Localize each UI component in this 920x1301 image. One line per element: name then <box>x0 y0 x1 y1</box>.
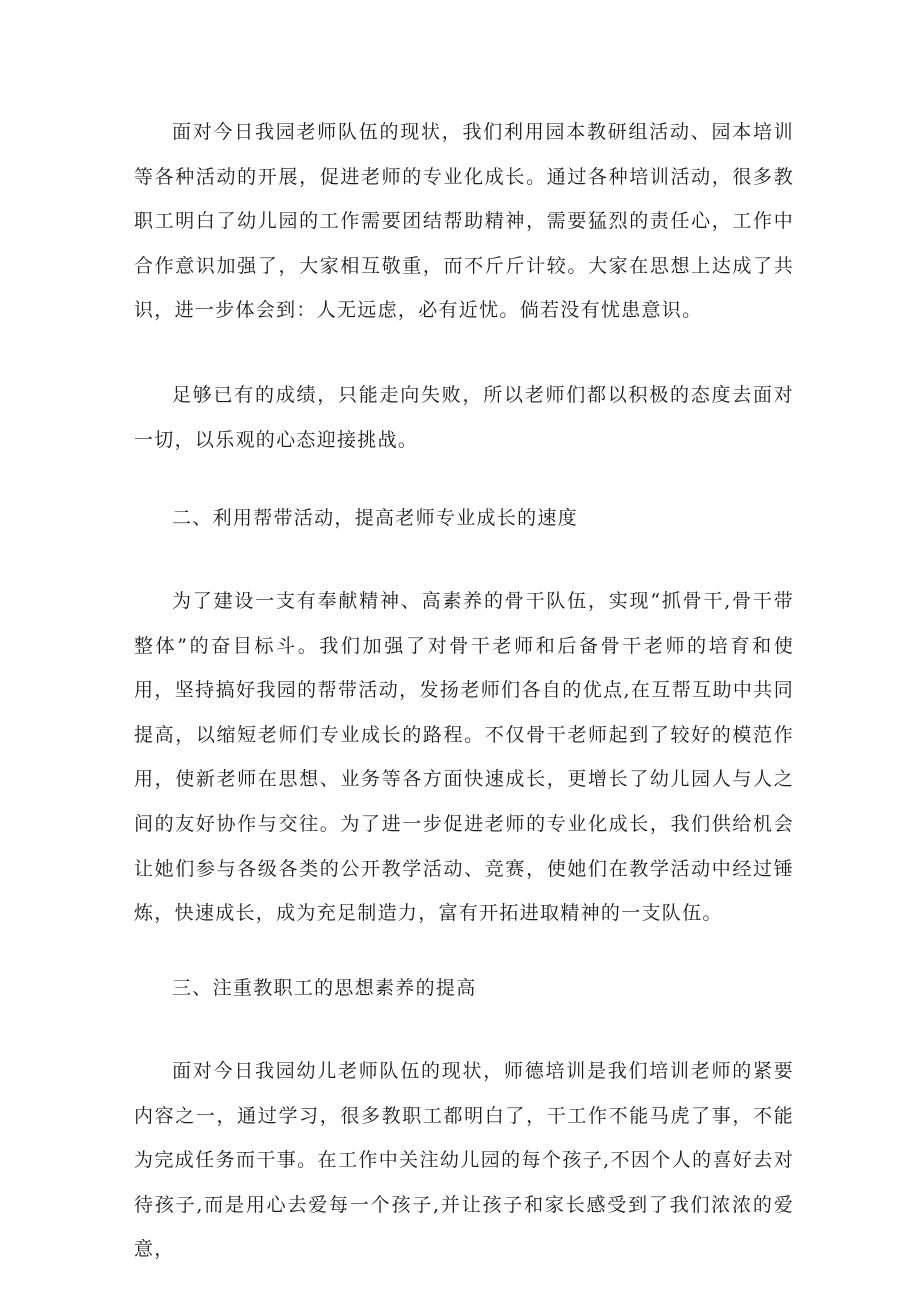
section-heading-3: 三、注重教职工的思想素养的提高 <box>172 977 477 999</box>
paragraph-4: 面对今日我园幼儿老师队伍的现状，师德培训是我们培训老师的紧要内容之一，通过学习，很多教职工都明白了，干工作不能马虎了事，不能为完成任务而干事。在工作中关注幼儿园的每个孩子,不因个人的喜好去对待孩子,而是用心去爱每一个孩子,并让孩子和家长感受到了我们浓浓的爱意， <box>134 1060 794 1261</box>
section-heading-2: 二、利用帮带活动，提高老师专业成长的速度 <box>172 507 579 529</box>
paragraph-1: 面对今日我园老师队伍的现状，我们利用园本教研组活动、园本培训等各种活动的开展，促进老师的专业化成长。通过各种培训活动，很多教职工明白了幼儿园的工作需要团结帮助精神，需要猛烈的责任心，工作中合作意识加强了，大家相互敬重，而不斤斤计较。大家在思想上达成了共识，进一步体会到：人无远虑，必有近忧。倘若没有忧患意识。 <box>134 121 794 322</box>
document-body <box>134 110 794 1275</box>
paragraph-2: 足够已有的成绩，只能走向失败，所以老师们都以积极的态度去面对一切，以乐观的心态迎接挑战。 <box>134 384 794 451</box>
paragraph-3: 为了建设一支有奉献精神、高素养的骨干队伍，实现“抓骨干,骨干带整体”的奋目标斗。我们加强了对骨干老师和后备骨干老师的培育和使用，坚持搞好我园的帮带活动，发扬老师们各自的优点,在互帮互助中共同提高，以缩短老师们专业成长的路程。不仅骨干老师起到了较好的模范作用，使新老师在思想、业务等各方面快速成长，更增长了幼儿园人与人之间的友好协作与交往。为了进一步促进老师的专业化成长，我们供给机会让她们参与各级各类的公开教学活动、竞赛，使她们在教学活动中经过锤炼，快速成长，成为充足制造力，富有开拓进取精神的一支队伍。 <box>134 590 794 925</box>
